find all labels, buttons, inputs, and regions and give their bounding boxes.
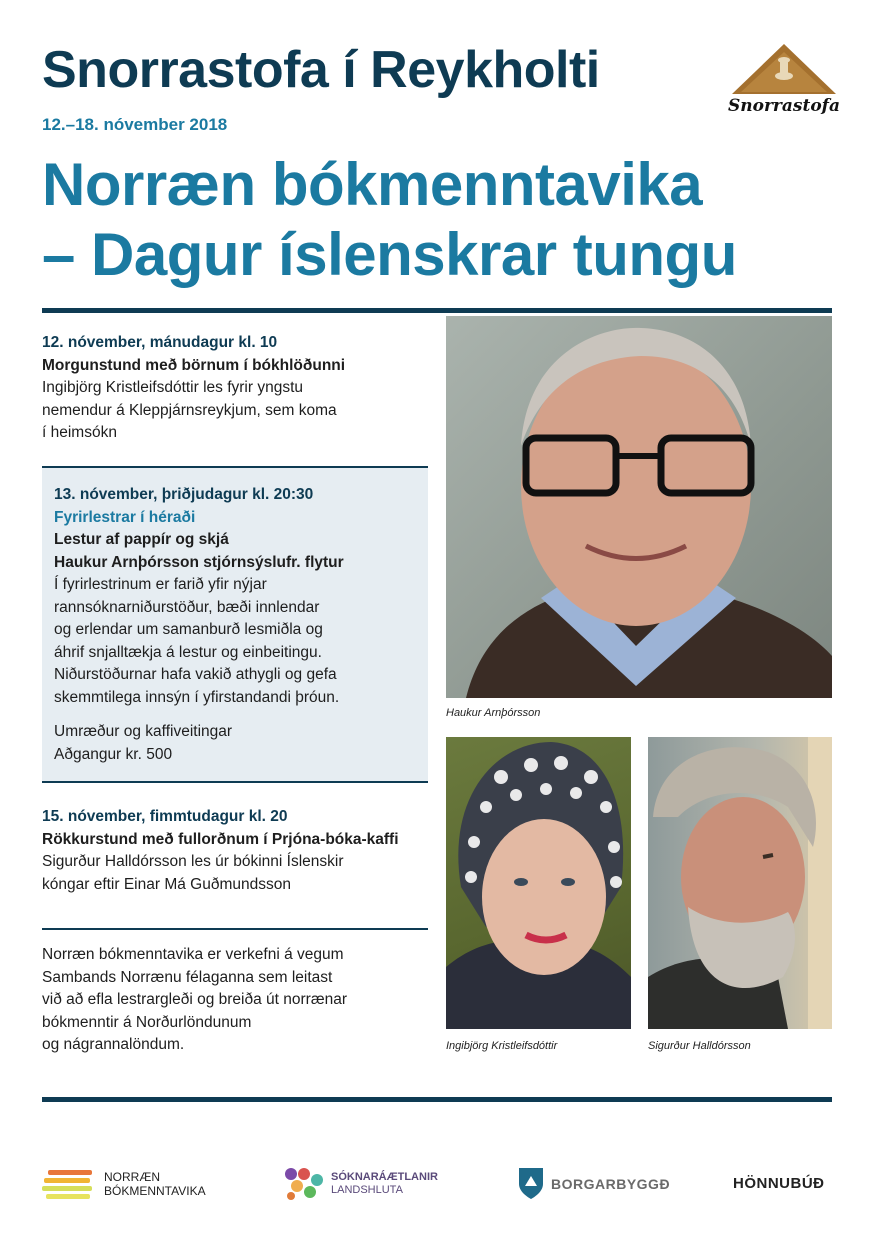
caption-ingibjorg: Ingibjörg Kristleifsdóttir [446, 1040, 558, 1052]
page-title: Snorrastofa í Reykholti [42, 41, 600, 99]
divider-4 [42, 928, 428, 930]
event-3-title: Rökkurstund með fullorðnum í Prjóna-bóka-kaffi [42, 830, 399, 848]
photo-ingibjorg [446, 737, 631, 1029]
event-dates: 12.–18. nóvember 2018 [42, 115, 228, 134]
logo-soknaraaetlanir [283, 1166, 453, 1202]
event-2-line: rannsóknarniðurstöður, bæði innlendar [54, 598, 320, 616]
book-stack-icon [42, 1170, 94, 1200]
bottom-divider [42, 1097, 832, 1102]
event-2-line: og erlendar um samanburð lesmiðla og [54, 621, 323, 638]
event-1-line-3: í heimsókn [42, 424, 117, 441]
headline-line-1: Norræn bókmenntavika [42, 151, 703, 218]
event-2-speaker: Haukur Arnþórsson stjórnsýslufr. flytur [54, 553, 344, 571]
hexagon-cluster-icon [283, 1166, 325, 1200]
event-2-extra-2: Aðgangur kr. 500 [54, 745, 173, 763]
logo2-line-2: LANDSHLUTA [331, 1184, 403, 1196]
event-2-line: Í fyrirlestrinum er farið yfir nýjar [54, 576, 267, 593]
logo-borgarbyggd [517, 1166, 677, 1202]
event-3-date: 15. nóvember, fimmtudagur kl. 20 [42, 808, 288, 825]
headline-line-2: – Dagur íslenskrar tungu [42, 221, 737, 288]
event-1-line-1: Ingibjörg Kristleifsdóttir les fyrir yngstu [42, 379, 304, 396]
logo-text: Snorrastofa [728, 96, 840, 116]
event-3-line-2: kóngar eftir Einar Má Guðmundsson [42, 875, 291, 893]
logo-norraen-bokmenntavika [42, 1168, 242, 1202]
logo2-line-1: SÓKNARÁÆTLANIR [331, 1171, 438, 1183]
event-2-extra-1: Umræður og kaffiveitingar [54, 723, 233, 740]
about-line: og nágrannalöndum. [42, 1036, 185, 1053]
event-2-line: skemmtilega innsýn í yfirstandandi þróun. [54, 688, 340, 706]
caption-sigurdur: Sigurður Halldórsson [648, 1040, 751, 1052]
about-line: við að efla lestrargleði og breiða út norrænar [42, 991, 348, 1008]
about-line: bókmenntir á Norðurlöndunum [42, 1013, 252, 1031]
event-2-line: Niðurstöðurnar hafa vakið athygli og gefa [54, 666, 337, 683]
event-1 [42, 332, 428, 445]
about-line: Norræn bókmenntavika er verkefni á vegum [42, 946, 344, 963]
about-line: Sambands Norrænu félaganna sem leitast [42, 968, 333, 986]
top-divider [42, 308, 832, 313]
about-text [42, 944, 432, 1057]
event-2-line: áhrif snjalltækja á lestur og einbeitingu. [54, 643, 322, 661]
headline [42, 150, 737, 290]
snorrastofa-logo [728, 42, 840, 120]
logo-honnubud [733, 1175, 825, 1192]
event-2-title: Lestur af pappír og skjá [54, 531, 229, 548]
event-1-line-2: nemendur á Kleppjárnsreykjum, sem koma [42, 401, 337, 419]
event-2-subtitle: Fyrirlestrar í héraði [54, 508, 196, 526]
event-2-date: 13. nóvember, þriðjudagur kl. 20:30 [54, 486, 314, 503]
event-3-line-1: Sigurður Halldórsson les úr bókinni Íslenskir [42, 853, 344, 870]
photo-haukur [446, 316, 832, 698]
caption-haukur: Haukur Arnþórsson [446, 707, 541, 719]
shield-icon [517, 1166, 545, 1200]
divider-3 [42, 781, 428, 783]
logo3-text: BORGARBYGGÐ [551, 1176, 671, 1192]
event-1-date: 12. nóvember, mánudagur kl. 10 [42, 334, 278, 351]
event-2 [54, 484, 424, 766]
event-1-title: Morgunstund með börnum í bókhlöðunni [42, 356, 346, 374]
logo4-text: HÖNNUBÚÐ [733, 1175, 825, 1192]
photo-sigurdur [648, 737, 832, 1029]
logo1-line-2: BÓKMENNTAVIKA [104, 1184, 206, 1198]
event-3 [42, 806, 432, 896]
logo1-line-1: NORRÆN [104, 1170, 160, 1184]
